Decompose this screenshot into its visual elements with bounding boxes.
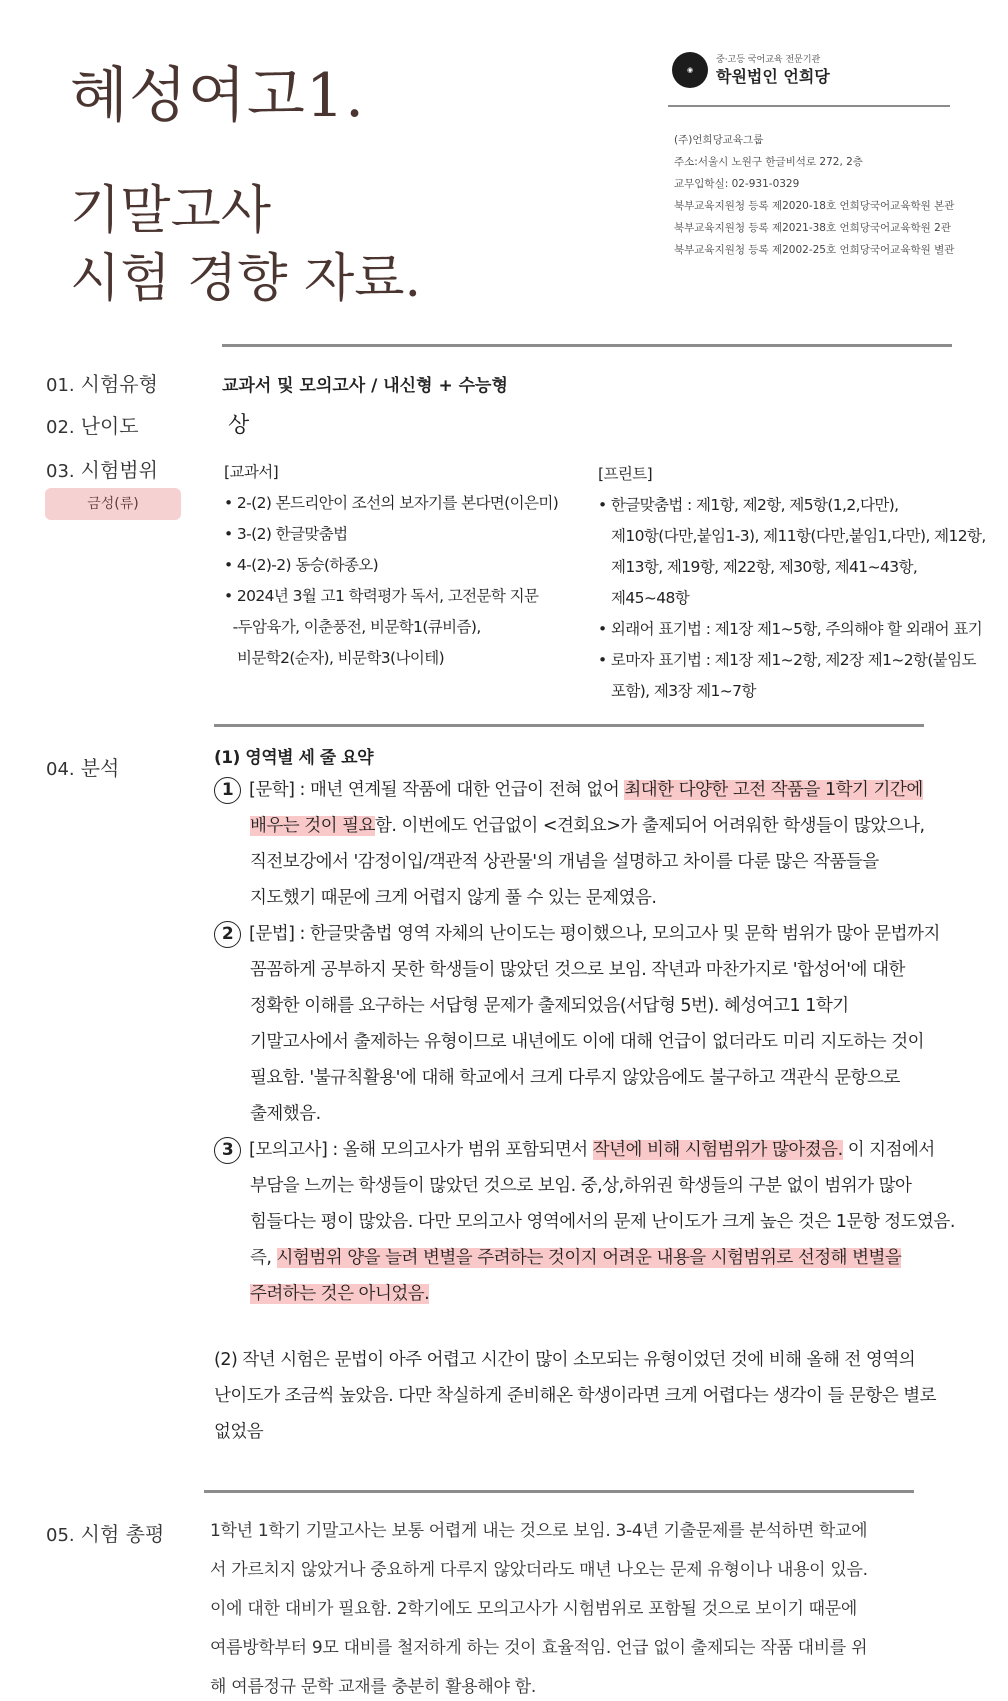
analysis-item-grammar: 2 [문법] : 한글맞춤법 영역 자체의 난이도는 평이했으나, 모의고사 및 문학 범위가 많아 문법까지 xyxy=(214,920,940,948)
section-title: 난이도 xyxy=(80,414,139,438)
textbook-item: • 4-(2)-2) 동승(하종오) xyxy=(224,556,379,574)
textbook-item: • 2-(2) 몬드리안이 조선의 보자기를 본다면(이은미) xyxy=(224,494,559,512)
highlight: 작년에 비해 시험범위가 많아졌음. xyxy=(592,1140,843,1160)
analysis-line: 힘들다는 평이 많았음. 다만 모의고사 영역에서의 문제 난이도가 크게 높은 것은 1문항 정도였음. xyxy=(250,1212,955,1232)
print-item: • 외래어 표기법 : 제1장 제1~5항, 주의해야 할 외래어 표기 xyxy=(598,620,983,638)
print-item: 제13항, 제19항, 제22항, 제30항, 제41~43항, xyxy=(598,558,918,576)
circle-number: 3 xyxy=(214,1137,241,1164)
section-title: 분석 xyxy=(80,756,120,780)
textbook-item: 비문학2(순자), 비문학3(나이테) xyxy=(224,649,445,667)
summary-line: 서 가르치지 않았거나 중요하게 다루지 않았더라도 매년 나오는 문제 유형이나 내용이 있음. xyxy=(210,1560,868,1580)
analysis-line: 직전보강에서 '감정이입/객관적 상관물'의 개념을 설명하고 차이를 다룬 많은 작품들을 xyxy=(250,852,879,872)
analysis-paragraph-2: 난이도가 조금씩 높았음. 다만 착실하게 준비해온 학생이라면 크게 어렵다는 생각이 들 문항은 별로 xyxy=(214,1386,937,1406)
academy-tagline: 중·고등 국어교육 전문기관 xyxy=(716,55,821,65)
section-label-analysis xyxy=(46,752,119,781)
print-header: [프린트] xyxy=(598,465,653,483)
section-label-type xyxy=(46,368,158,397)
analysis-line: 지도했기 때문에 크게 어렵지 않게 풀 수 있는 문제였음. xyxy=(250,888,657,908)
school-title: 혜성여고1. xyxy=(70,61,366,131)
section-label-summary xyxy=(46,1518,164,1547)
section-number: 02. xyxy=(46,417,75,438)
textbook-item: -두암육가, 이춘풍전, 비문학1(큐비즘), xyxy=(224,618,481,636)
textbook-item: • 2024년 3월 고1 학력평가 독서, 고전문학 지문 xyxy=(224,587,539,605)
highlight: 배우는 것이 필요 xyxy=(250,816,375,836)
print-item: 제10항(다만,붙임1-3), 제11항(다만,붙임1,다만), 제12항, xyxy=(598,527,986,545)
analysis-paragraph-2: 없었음 xyxy=(214,1422,264,1442)
analysis-line: 꼼꼼하게 공부하지 못한 학생들이 많았던 것으로 보임. 작년과 마찬가지로 '합성어'에 대한 xyxy=(250,960,905,980)
textbook-item: • 3-(2) 한글맞춤법 xyxy=(224,525,348,543)
difficulty-value: 상 xyxy=(228,413,250,438)
highlight: 주려하는 것은 아니었음. xyxy=(250,1284,430,1304)
exam-type-value: 교과서 및 모의고사 / 내신형 + 수능형 xyxy=(222,376,508,396)
academy-info-line: 주소:서울시 노원구 한글비석로 272, 2층 xyxy=(674,156,863,168)
section-label-difficulty xyxy=(46,410,139,439)
highlight: 최대한 다양한 고전 작품을 1학기 기간에 xyxy=(624,780,923,800)
highlight: 시험범위 양을 늘려 변별을 주려하는 것이지 어려운 내용을 시험범위로 선정해 변별을 xyxy=(276,1248,902,1268)
section-divider xyxy=(204,1490,914,1493)
analysis-line xyxy=(250,1280,429,1305)
publisher-tag: 금성(류) xyxy=(45,488,181,520)
academy-info-line: 북부교육지원청 등록 제2020-18호 언희당국어교육학원 본관 xyxy=(674,200,955,212)
analysis-item-mock-exam: 3 [모의고사] : 올해 모의고사가 범위 포함되면서 작년에 비해 시험범위가 많아졌음. 이 지점에서 xyxy=(214,1136,935,1164)
analysis-heading: (1) 영역별 세 줄 요약 xyxy=(214,748,373,768)
summary-line: 이에 대한 대비가 필요함. 2학기에도 모의고사가 시험범위로 포함될 것으로 보이기 때문에 xyxy=(210,1599,858,1619)
circle-number: 2 xyxy=(214,921,241,948)
section-number: 01. xyxy=(46,375,75,396)
section-label-scope xyxy=(46,454,158,483)
academy-divider xyxy=(668,105,950,107)
analysis-line: 배우는 것이 필요함. 이번에도 언급없이 <견회요>가 출제되어 어려워한 학생들이 많았으나, xyxy=(250,816,925,836)
subtitle-line-1: 기말고사 xyxy=(70,181,271,241)
analysis-line: 필요함. '불규칙활용'에 대해 학교에서 크게 다루지 않았음에도 불구하고 객관식 문항으로 xyxy=(250,1068,900,1088)
section-title: 시험범위 xyxy=(80,458,158,482)
textbook-header: [교과서] xyxy=(224,463,279,481)
academy-info-line: (주)언희당교육그룹 xyxy=(674,134,764,146)
academy-name: 학원법인 언희당 xyxy=(716,67,830,86)
summary-line: 1학년 1학기 기말고사는 보통 어렵게 내는 것으로 보임. 3-4년 기출문제를 분석하면 학교에 xyxy=(210,1521,868,1541)
section-number: 04. xyxy=(46,759,75,780)
academy-info-line: 교무입학실: 02-931-0329 xyxy=(674,178,800,190)
analysis-line: 정확한 이해를 요구하는 서답형 문제가 출제되었음(서답형 5번). 혜성여고1 1학기 xyxy=(250,996,849,1016)
academy-info-line: 북부교육지원청 등록 제2002-25호 언희당국어교육학원 별관 xyxy=(674,244,955,256)
section-divider xyxy=(222,344,952,347)
circle-number: 1 xyxy=(214,777,241,804)
section-title: 시험 총평 xyxy=(80,1522,165,1546)
analysis-line: 즉, 시험범위 양을 늘려 변별을 주려하는 것이지 어려운 내용을 시험범위로 선정해 변별을 xyxy=(250,1248,902,1268)
section-title: 시험유형 xyxy=(80,372,158,396)
print-item: • 한글맞춤법 : 제1항, 제2항, 제5항(1,2,다만), xyxy=(598,496,899,514)
analysis-line: 기말고사에서 출제하는 유형이므로 내년에도 이에 대해 언급이 없더라도 미리 지도하는 것이 xyxy=(250,1032,925,1052)
print-item: 제45~48항 xyxy=(598,589,690,607)
analysis-line: 출제했음. xyxy=(250,1104,321,1124)
section-number: 05. xyxy=(46,1525,75,1546)
subtitle-line-2: 시험 경향 자료. xyxy=(70,249,421,309)
analysis-line: 부담을 느끼는 학생들이 많았던 것으로 보임. 중,상,하위권 학생들의 구분 없이 범위가 많아 xyxy=(250,1176,912,1196)
section-divider xyxy=(214,724,924,727)
print-item: • 로마자 표기법 : 제1장 제1~2항, 제2장 제1~2항(붙임도 xyxy=(598,651,976,669)
summary-line: 여름방학부터 9모 대비를 철저하게 하는 것이 효율적임. 언급 없이 출제되는 작품 대비를 위 xyxy=(210,1638,868,1658)
print-item: 포함), 제3장 제1~7항 xyxy=(598,682,756,700)
section-number: 03. xyxy=(46,461,75,482)
academy-info-line: 북부교육지원청 등록 제2021-38호 언희당국어교육학원 2관 xyxy=(674,222,951,234)
analysis-paragraph-2: (2) 작년 시험은 문법이 아주 어렵고 시간이 많이 소모되는 유형이었던 것에 비해 올해 전 영역의 xyxy=(214,1350,916,1370)
analysis-item-literature: 1 [문학] : 매년 연계될 작품에 대한 언급이 전혀 없어 최대한 다양한 고전 작품을 1학기 기간에 xyxy=(214,776,923,804)
summary-line: 해 여름정규 문학 교재를 충분히 활용해야 함. xyxy=(210,1677,536,1697)
academy-logo-icon: ◉ xyxy=(672,52,708,88)
